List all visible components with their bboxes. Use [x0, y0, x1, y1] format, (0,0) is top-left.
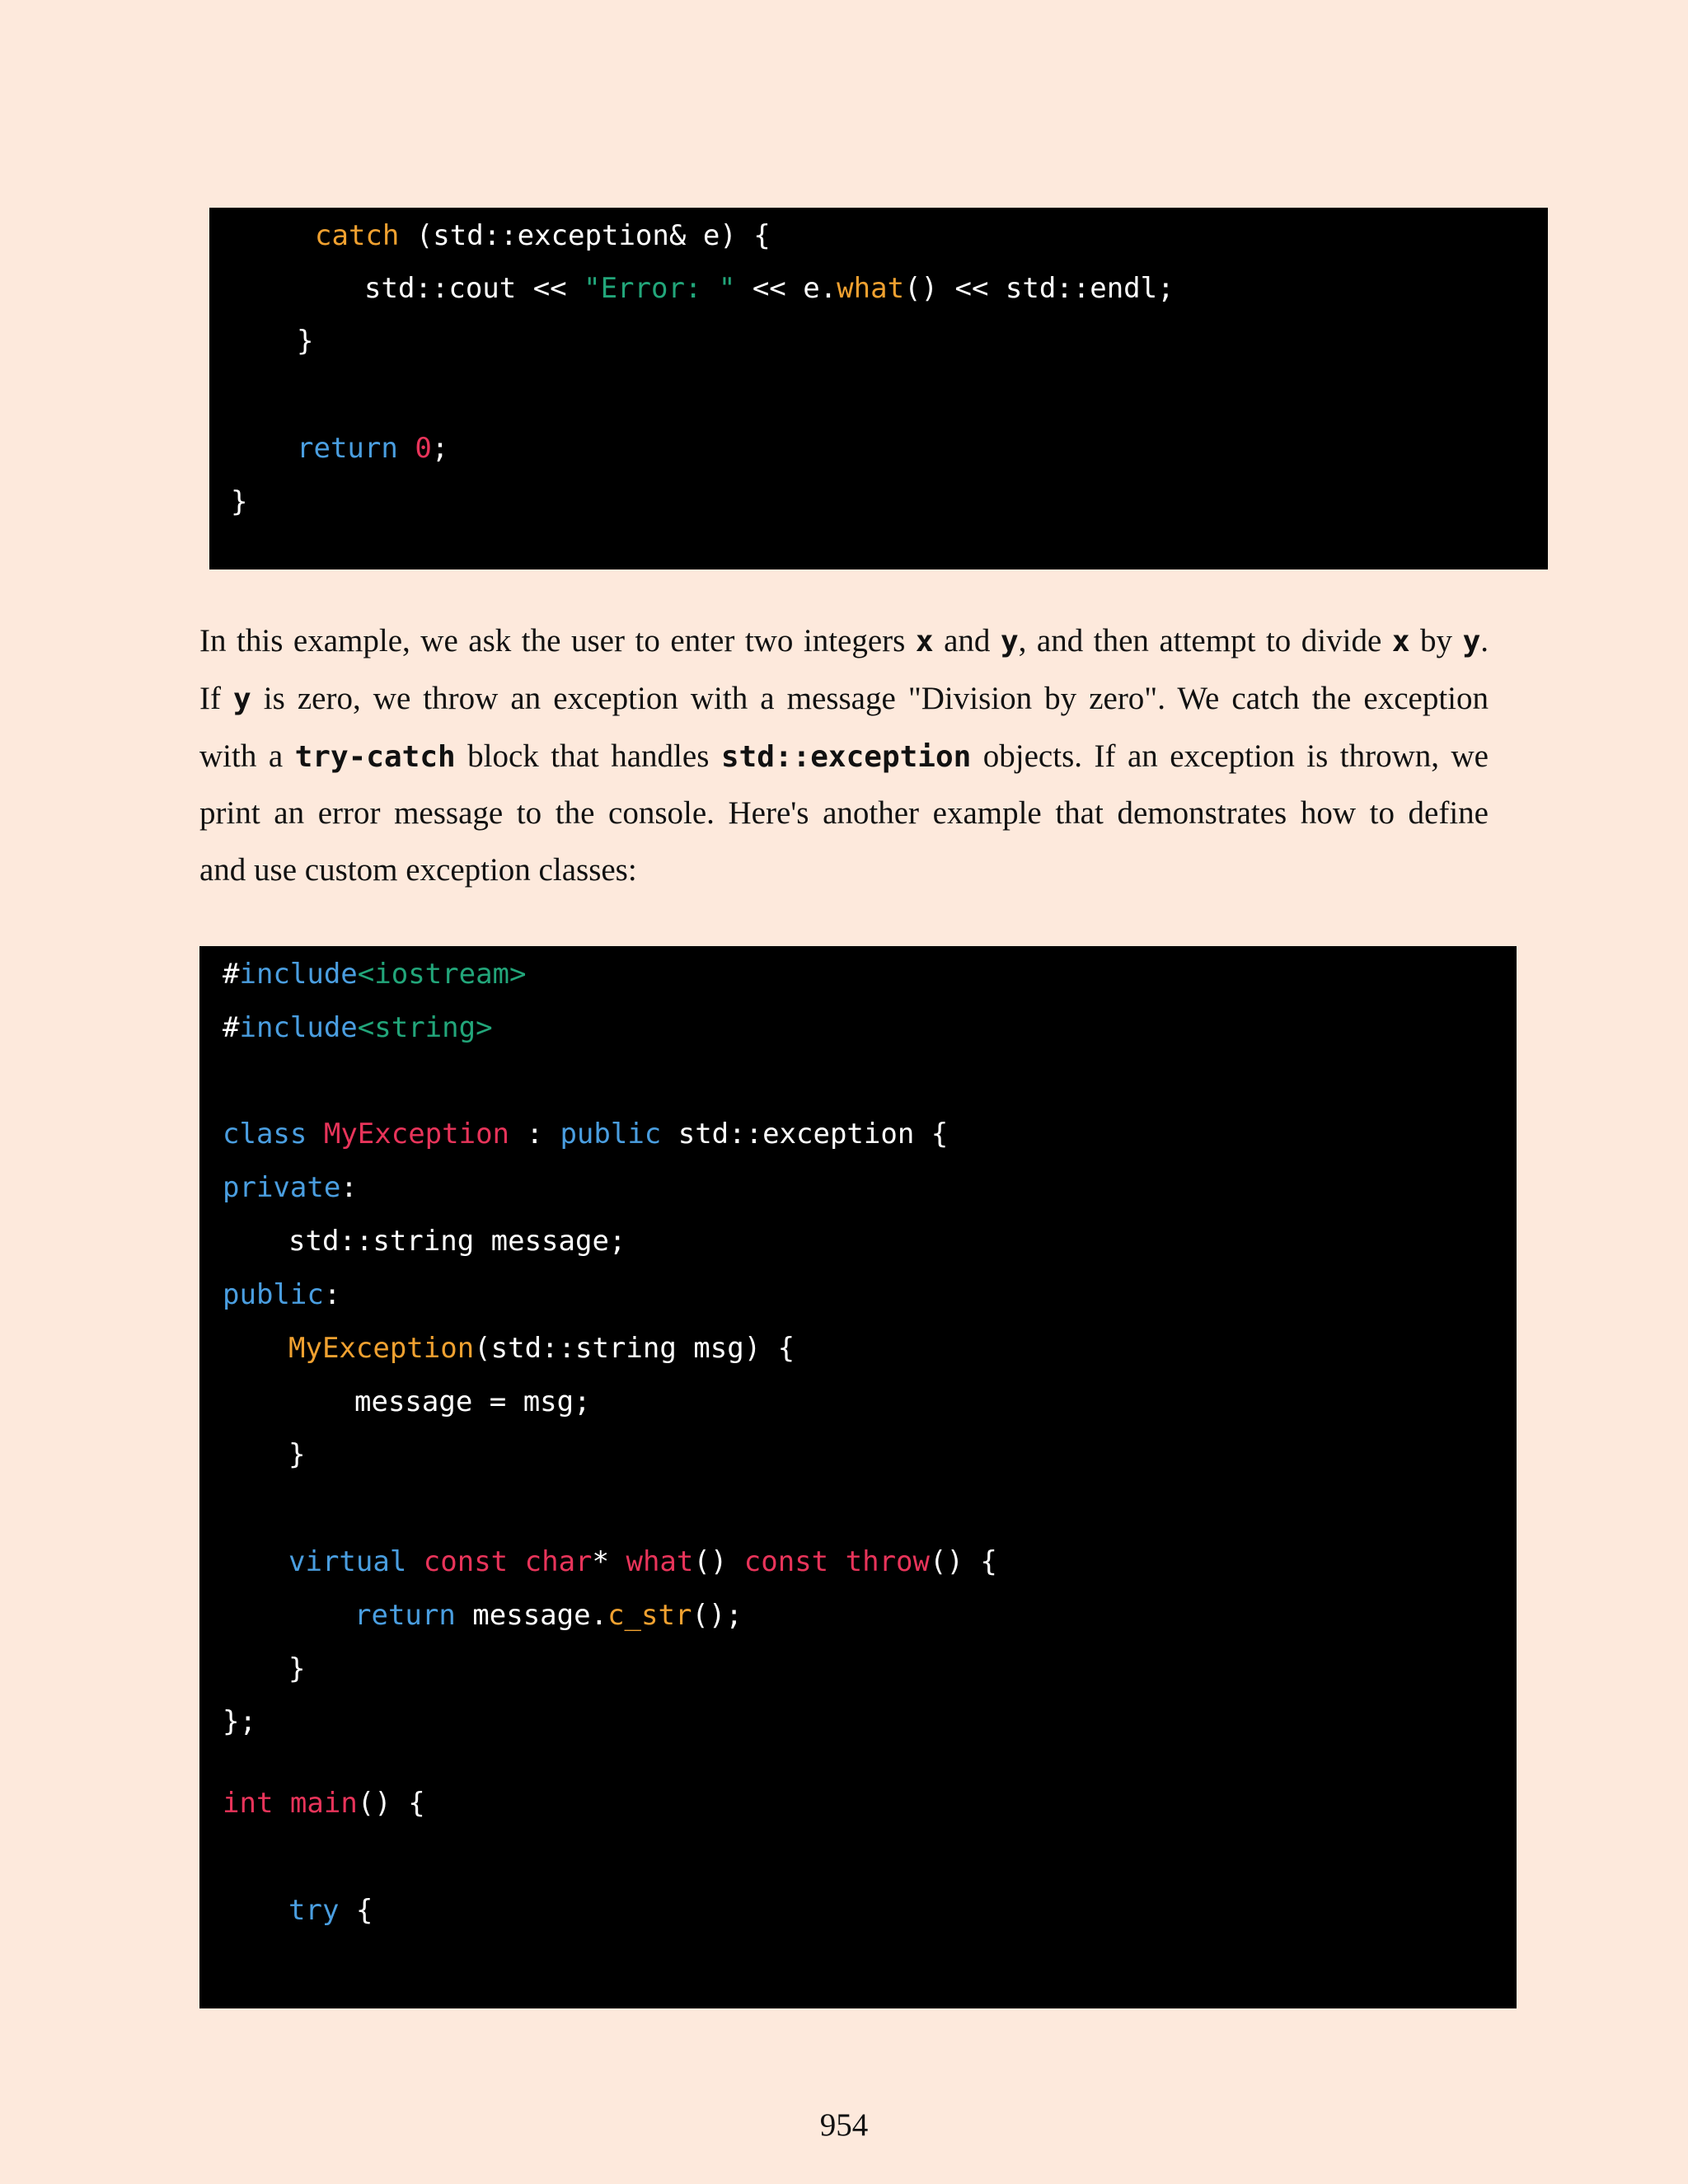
code-token-plain: };	[223, 1705, 256, 1738]
code-token-plain: ()	[693, 1545, 744, 1578]
code-token-keyword: try	[288, 1894, 340, 1927]
code-token-plain: }	[288, 1438, 306, 1471]
inline-code: std::exception	[720, 740, 972, 774]
code-line	[354, 1384, 591, 1420]
paragraph-text: .	[1480, 623, 1489, 658]
paragraph-line	[199, 620, 1489, 663]
code-token-keyword: class	[223, 1118, 307, 1151]
inline-code: x	[915, 625, 934, 658]
code-line	[223, 1010, 493, 1046]
code-token-plain: ();	[692, 1599, 743, 1632]
inline-code: try-catch	[294, 740, 456, 774]
code-token-plain	[398, 432, 415, 465]
code-token-plain: std::cout <<	[364, 272, 584, 305]
paragraph-text: objects. If an exception is thrown, we	[971, 738, 1489, 774]
code-block-custom-exception	[199, 946, 1517, 2008]
code-line	[223, 1169, 358, 1206]
code-token-plain: () << std::endl;	[904, 272, 1175, 305]
inline-code: y	[1000, 625, 1019, 658]
paragraph-line	[199, 792, 1489, 835]
code-token-plain: std::exception {	[661, 1118, 949, 1151]
code-line	[223, 1785, 425, 1821]
code-token-plain: message.	[455, 1599, 608, 1632]
code-token-plain	[406, 1545, 423, 1578]
paragraph-text: by	[1409, 623, 1463, 658]
code-token-type: const	[423, 1545, 509, 1578]
code-token-keyword: return	[354, 1599, 456, 1632]
paragraph-line	[199, 735, 1489, 778]
code-line	[364, 270, 1175, 307]
code-token-plain	[273, 1787, 289, 1820]
code-line	[223, 1277, 340, 1313]
paragraph-text: , and then attempt to divide	[1018, 623, 1392, 658]
code-token-string: "Error: "	[584, 272, 736, 305]
code-token-plain: ;	[431, 432, 449, 465]
code-token-keyword: include	[239, 958, 358, 991]
code-line	[288, 1892, 373, 1929]
paragraph-line	[199, 677, 1489, 720]
code-token-plain: }	[288, 1652, 306, 1685]
page-number: 954	[819, 2107, 869, 2143]
code-token-plain: }	[297, 325, 314, 358]
code-block-catch	[209, 208, 1548, 569]
code-line	[223, 1704, 256, 1740]
inline-code: y	[233, 682, 251, 716]
paragraph-text: with a	[199, 738, 295, 774]
code-token-type: char	[524, 1545, 593, 1578]
code-token-plain: :	[323, 1278, 341, 1311]
code-token-plain	[828, 1545, 845, 1578]
code-token-plain	[508, 1545, 524, 1578]
code-line	[223, 1116, 948, 1152]
code-token-plain	[307, 1118, 323, 1151]
paragraph-text: is zero, we throw an exception with a message "Division by zero". We catch the exception	[251, 681, 1489, 716]
code-line	[354, 1597, 743, 1633]
code-line	[288, 1436, 305, 1473]
paragraph-text: In this example, we ask the user to enter two integers	[199, 623, 916, 658]
code-token-keyword: virtual	[288, 1545, 407, 1578]
code-token-type: throw	[845, 1545, 930, 1578]
code-line	[288, 1651, 305, 1687]
paragraph-text: block that handles	[455, 738, 721, 774]
code-token-keyword: private	[223, 1171, 341, 1204]
code-token-plain: () {	[357, 1787, 425, 1820]
code-token-func: MyException	[288, 1332, 475, 1365]
code-token-name: MyException	[323, 1118, 510, 1151]
code-token-plain: () {	[929, 1545, 997, 1578]
code-token-plain: :	[509, 1118, 560, 1151]
code-token-plain: {	[339, 1894, 373, 1927]
code-token-plain: *	[592, 1545, 626, 1578]
inline-code: x	[1391, 625, 1410, 658]
code-token-plain: std::string message;	[288, 1225, 626, 1258]
code-token-plain: :	[340, 1171, 358, 1204]
code-token-plain: (std::string msg) {	[474, 1332, 795, 1365]
code-token-plain: #	[223, 958, 240, 991]
paragraph-text: print an error message to the console. Here's another example that demonstrates how to define	[199, 795, 1489, 831]
code-line	[297, 323, 313, 359]
paragraph-text: and use custom exception classes:	[199, 852, 637, 888]
code-token-func: catch	[315, 219, 400, 252]
code-line	[288, 1330, 795, 1366]
code-token-plain: << e.	[735, 272, 837, 305]
paragraph-text: If	[199, 681, 234, 716]
code-token-keyword: return	[297, 432, 398, 465]
code-token-func: what	[837, 272, 905, 305]
code-line	[288, 1223, 626, 1259]
code-token-type: int	[223, 1787, 274, 1820]
code-token-func: c_str	[607, 1599, 692, 1632]
code-token-plain: message = msg;	[354, 1385, 591, 1418]
code-token-plain: (std::exception& e) {	[399, 219, 771, 252]
code-token-type: main	[289, 1787, 358, 1820]
code-token-number: 0	[415, 432, 432, 465]
code-token-string: <string>	[357, 1011, 493, 1044]
code-token-string: <iostream>	[357, 958, 527, 991]
inline-code: y	[1462, 625, 1481, 658]
code-line	[223, 956, 526, 992]
code-token-plain: #	[223, 1011, 240, 1044]
code-token-keyword: include	[239, 1011, 358, 1044]
paragraph-text: and	[933, 623, 1001, 658]
code-line	[297, 430, 448, 466]
code-token-type: what	[626, 1545, 694, 1578]
code-line	[288, 1544, 997, 1580]
code-token-keyword: public	[560, 1118, 662, 1151]
code-token-type: const	[743, 1545, 829, 1578]
code-token-plain: }	[231, 485, 248, 518]
code-line	[315, 218, 771, 254]
paragraph-line	[199, 849, 1489, 892]
code-line	[231, 484, 247, 520]
code-token-keyword: public	[223, 1278, 324, 1311]
